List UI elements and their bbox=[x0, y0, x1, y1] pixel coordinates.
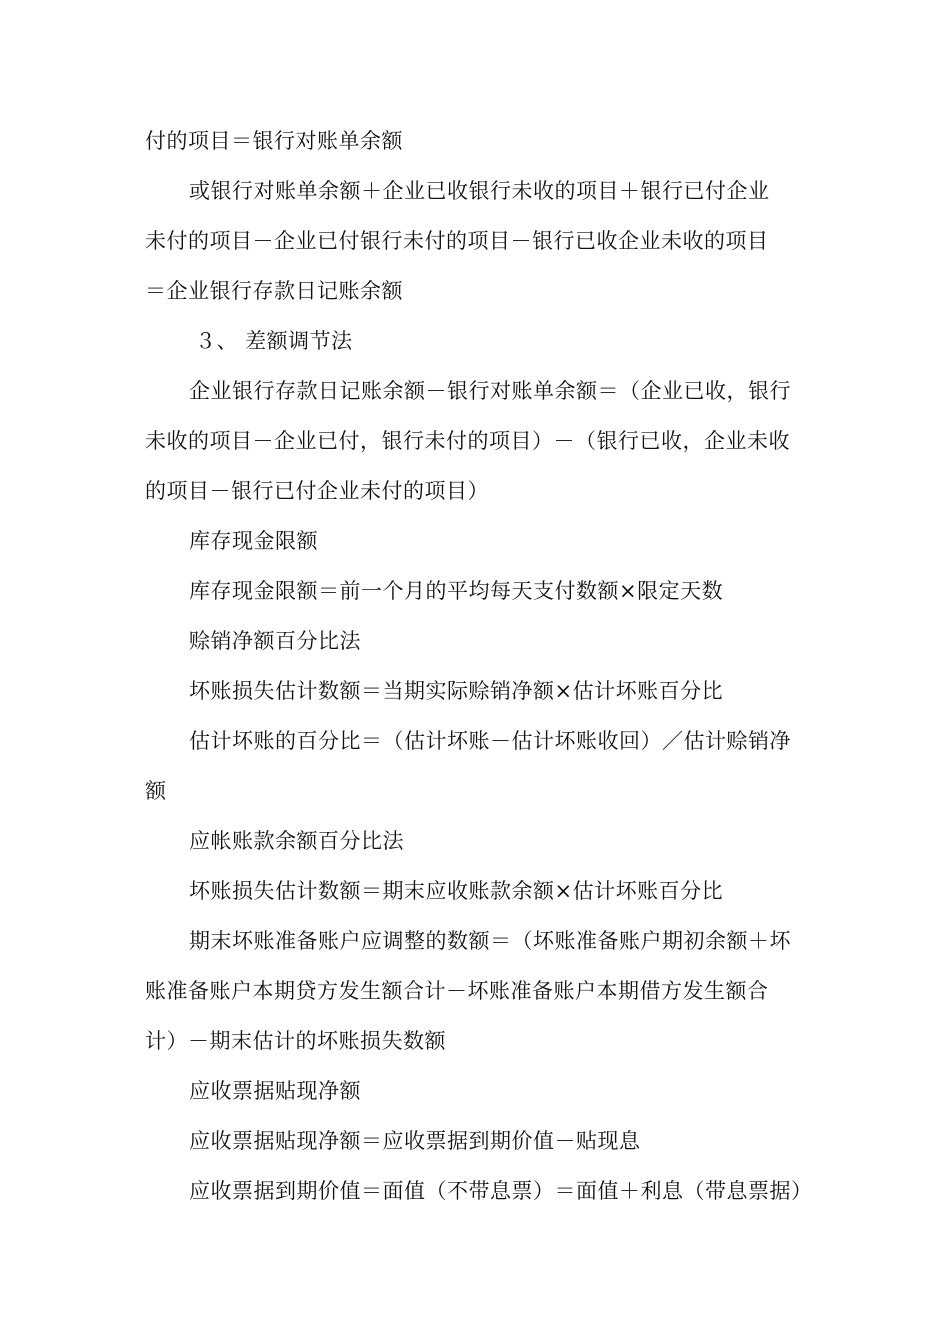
text-line: 期末坏账准备账户应调整的数额＝（坏账准备账户期初余额＋坏 bbox=[189, 929, 791, 953]
text-line: 库存现金限额 bbox=[189, 529, 318, 553]
text-line: 应帐账款余额百分比法 bbox=[189, 829, 404, 853]
section-heading: ３、 差额调节法 bbox=[195, 329, 353, 353]
text-line: 账准备账户本期贷方发生额合计－坏账准备账户本期借方发生额合 bbox=[145, 979, 769, 1003]
text-line: 应收票据到期价值＝面值（不带息票）＝面值＋利息（带息票据） bbox=[189, 1179, 813, 1203]
text-line: 未付的项目－企业已付银行未付的项目－银行已收企业未收的项目 bbox=[145, 229, 769, 253]
text-line: 的项目－银行已付企业未付的项目） bbox=[145, 479, 489, 503]
document-body bbox=[145, 116, 813, 1216]
text-line: 应收票据贴现净额＝应收票据到期价值－贴现息 bbox=[189, 1129, 641, 1153]
text-line: 或银行对账单余额＋企业已收银行未收的项目＋银行已付企业 bbox=[189, 179, 770, 203]
text-line: 赊销净额百分比法 bbox=[189, 629, 361, 653]
text-line: 企业银行存款日记账余额－银行对账单余额＝（企业已收，银行 bbox=[189, 379, 791, 403]
text-line: 库存现金限额＝前一个月的平均每天支付数额×限定天数 bbox=[189, 579, 724, 603]
text-line: 应收票据贴现净额 bbox=[189, 1079, 361, 1103]
text-line: ＝企业银行存款日记账余额 bbox=[145, 279, 403, 303]
text-line: 额 bbox=[145, 779, 167, 803]
text-line: 坏账损失估计数额＝当期实际赊销净额×估计坏账百分比 bbox=[189, 679, 724, 703]
text-line: 坏账损失估计数额＝期末应收账款余额×估计坏账百分比 bbox=[189, 879, 724, 903]
text-line: 估计坏账的百分比＝（估计坏账－估计坏账收回）／估计赊销净 bbox=[189, 729, 791, 753]
text-line: 计）－期末估计的坏账损失数额 bbox=[145, 1029, 446, 1053]
text-line: 付的项目＝银行对账单余额 bbox=[145, 129, 403, 153]
text-line: 未收的项目－企业已付，银行未付的项目）－（银行已收，企业未收 bbox=[145, 429, 790, 453]
